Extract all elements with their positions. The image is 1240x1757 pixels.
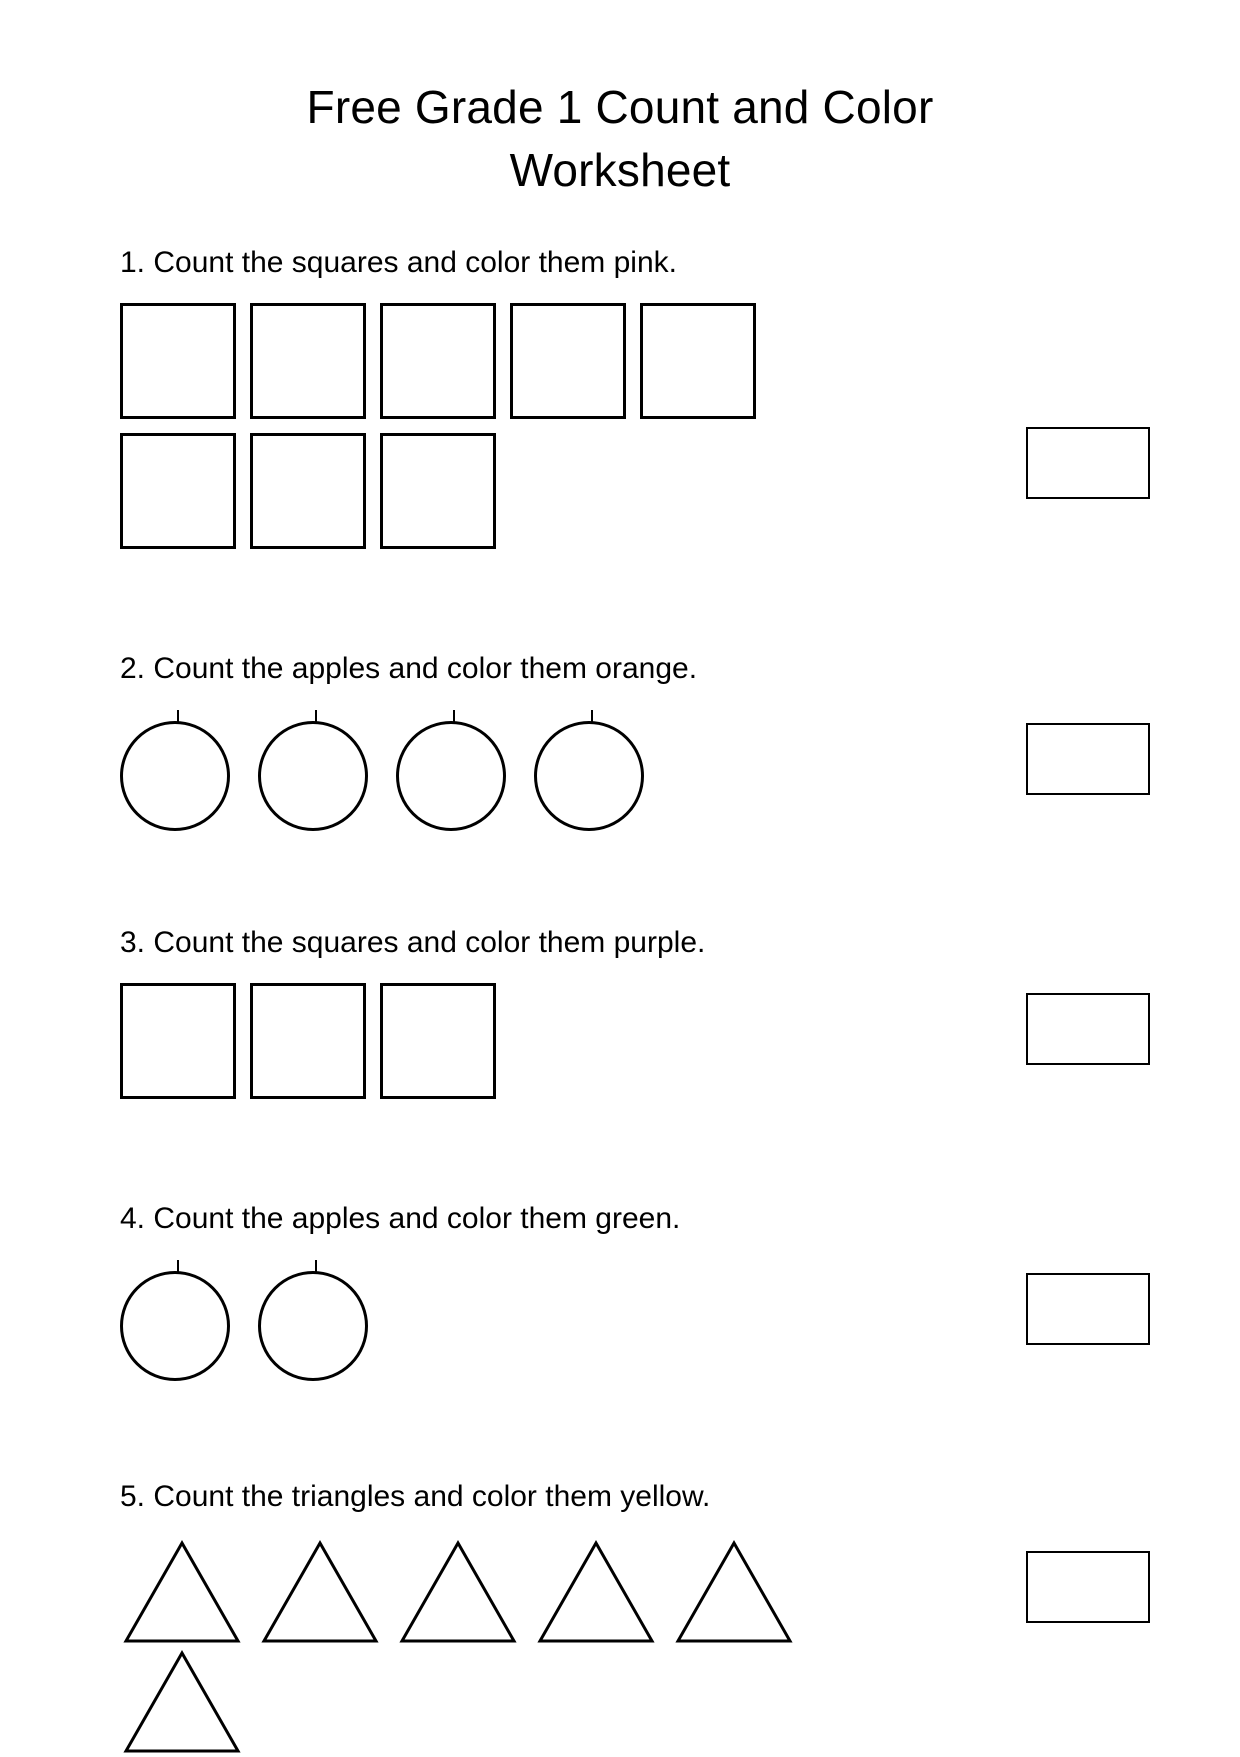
page-title-line-1: Free Grade 1 Count and Color: [306, 81, 934, 133]
apple-body-icon: [258, 1271, 368, 1381]
triangle-shape: [120, 1537, 244, 1647]
apple-shape: [258, 709, 382, 833]
square-shape: [120, 433, 236, 549]
triangle-shape: [396, 1537, 520, 1647]
problem-4-answer-box[interactable]: [1026, 1273, 1150, 1345]
apple-shape: [120, 1259, 244, 1383]
page-title: [0, 0, 1240, 203]
problem-5-shapes: [120, 1537, 820, 1757]
square-shape: [250, 983, 366, 1099]
problem-3-shapes: [120, 983, 820, 1113]
triangle-shape: [534, 1537, 658, 1647]
triangle-shape: [672, 1537, 796, 1647]
apple-shape: [396, 709, 520, 833]
page-title-line-2: Worksheet: [509, 144, 731, 197]
apple-shape: [534, 709, 658, 833]
problem-list: [0, 245, 1240, 1757]
square-shape: [380, 433, 496, 549]
square-shape: [510, 303, 626, 419]
apple-body-icon: [120, 1271, 230, 1381]
apple-body-icon: [258, 721, 368, 831]
problem-2-answer-box[interactable]: [1026, 723, 1150, 795]
problem-1-prompt: 1. Count the squares and color them pink.: [120, 245, 677, 279]
problem-5-answer-box[interactable]: [1026, 1551, 1150, 1623]
problem-4: [0, 1201, 1240, 1391]
square-shape: [250, 303, 366, 419]
apple-body-icon: [120, 721, 230, 831]
problem-3-prompt: 3. Count the squares and color them purple.: [120, 925, 706, 959]
problem-1-answer-box[interactable]: [1026, 427, 1150, 499]
problem-4-shapes: [120, 1259, 820, 1391]
apple-body-icon: [534, 721, 644, 831]
triangle-shape: [258, 1537, 382, 1647]
problem-2-shapes: [120, 709, 820, 841]
problem-1: [0, 245, 1240, 563]
problem-2: [0, 651, 1240, 841]
problem-5: [0, 1479, 1240, 1757]
triangle-shape: [120, 1647, 244, 1757]
problem-3-answer-box[interactable]: [1026, 993, 1150, 1065]
problem-5-prompt: 5. Count the triangles and color them yellow.: [120, 1479, 711, 1513]
problem-1-shapes: [120, 303, 820, 563]
square-shape: [380, 303, 496, 419]
square-shape: [120, 303, 236, 419]
problem-2-prompt: 2. Count the apples and color them orange.: [120, 651, 698, 685]
problem-3: [0, 925, 1240, 1113]
square-shape: [640, 303, 756, 419]
apple-body-icon: [396, 721, 506, 831]
square-shape: [120, 983, 236, 1099]
square-shape: [380, 983, 496, 1099]
problem-4-prompt: 4. Count the apples and color them green.: [120, 1201, 681, 1235]
square-shape: [250, 433, 366, 549]
apple-shape: [258, 1259, 382, 1383]
apple-shape: [120, 709, 244, 833]
